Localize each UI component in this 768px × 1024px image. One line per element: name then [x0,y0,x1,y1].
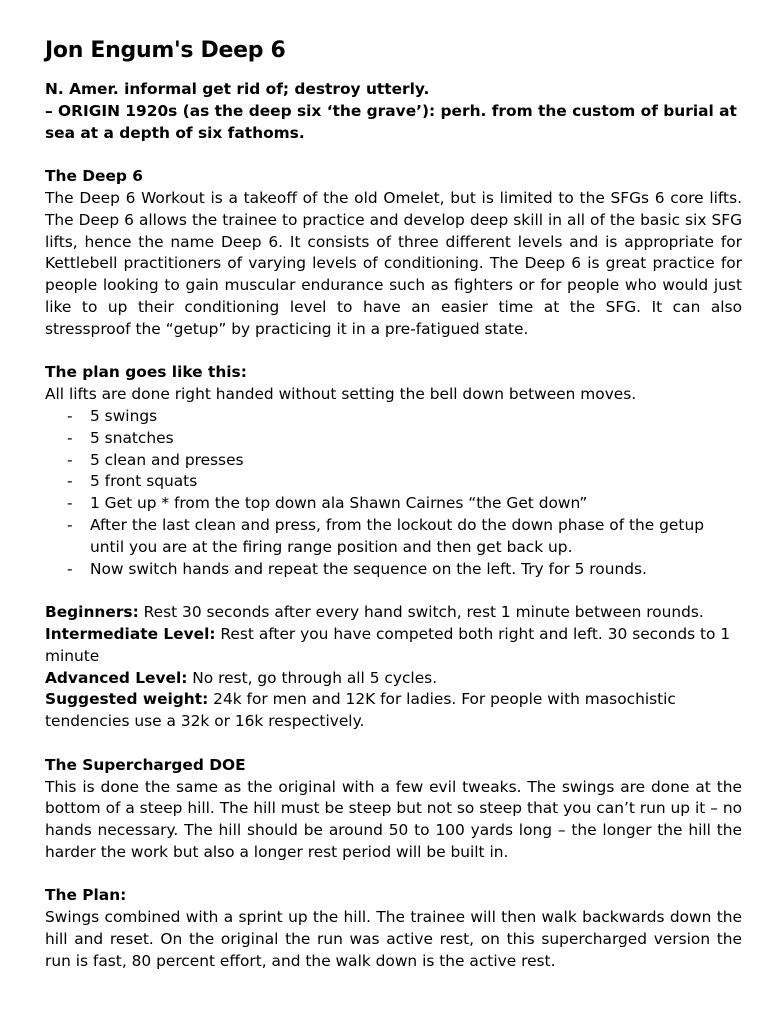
section-heading-supercharged: The Supercharged DOE [45,755,246,774]
weight-label: Suggested weight: [45,690,209,709]
list-item: - 5 clean and presses [45,450,742,472]
level-intermediate [45,624,742,668]
plan2-paragraph: Swings combined with a sprint up the hill. The trainee will then walk backwards down the hill and reset. On the original the run was active rest, on this supercharged version the run is fast, 80 percent effort, and the walk down is the active rest. [45,908,742,970]
plan-list [45,406,742,580]
section-heading-plan: The plan goes like this: [45,363,247,382]
level-label: Beginners: [45,603,139,622]
spacer [45,341,742,363]
level-label: Intermediate Level: [45,624,216,643]
list-item: - 5 snatches [45,428,742,450]
spacer [45,864,742,886]
level-advanced [45,668,742,690]
supercharged-paragraph: This is done the same as the original with a few evil tweaks. The swings are done at the bottom of a steep hill. The hill must be steep but not so steep that you can’t run up it – no hands necessary. The hill should be around 50 to 100 yards long – the longer the hill the harder the work but also a longer rest period will be built in. [45,777,742,861]
suggested-weight [45,689,742,733]
spacer [45,580,742,602]
list-item: - 1 Get up * from the top down ala Shawn Cairnes “the Get down” [45,493,742,515]
list-item: - After the last clean and press, from the lockout do the down phase of the getup until you are at the firing range position and then get back up. [45,515,742,559]
definition-line-1: N. Amer. informal get rid of; destroy utterly. [45,80,430,98]
spacer [45,733,742,755]
deep6-paragraph: The Deep 6 Workout is a takeoff of the old Omelet, but is limited to the SFGs 6 core lifts. The Deep 6 allows the trainee to practice and develop deep skill in all of the basic six SFG lifts, hence the name Deep 6. It consists of three different levels and is appropriate for Kettlebell practitioners of varying levels of conditioning. The Deep 6 is great practice for people looking to gain muscular endurance such as fighters or for people who would just like to up their conditioning level to have an easier time at the SFG. It can also stressproof the “getup” by practicing it in a pre-fatigued state. [45,188,742,338]
section-heading-plan2: The Plan: [45,886,127,905]
weight-text: 24k for men and 12K for ladies. For people with masochistic tendencies use a 32k or 16k respectively. [45,690,676,731]
plan-intro: All lifts are done right handed without setting the bell down between moves. [45,385,637,404]
section-heading-deep6: The Deep 6 [45,167,143,186]
page-title: Jon Engum's Deep 6 [45,38,286,63]
list-item: - 5 front squats [45,471,742,493]
list-item: - Now switch hands and repeat the sequence on the left. Try for 5 rounds. [45,559,742,581]
level-text: No rest, go through all 5 cycles. [187,668,438,687]
spacer [45,144,742,166]
document-page [45,36,742,973]
level-text: Rest 30 seconds after every hand switch, rest 1 minute between rounds. [138,603,704,622]
level-label: Advanced Level: [45,668,188,687]
level-beginners [45,602,742,624]
level-text: Rest after you have competed both right and left. 30 seconds to 1 minute [45,624,731,665]
list-item: - 5 swings [45,406,742,428]
definition-origin: – ORIGIN 1920s (as the deep six ‘the grave’): perh. from the custom of burial at sea at a depth of six fathoms. [45,101,737,142]
